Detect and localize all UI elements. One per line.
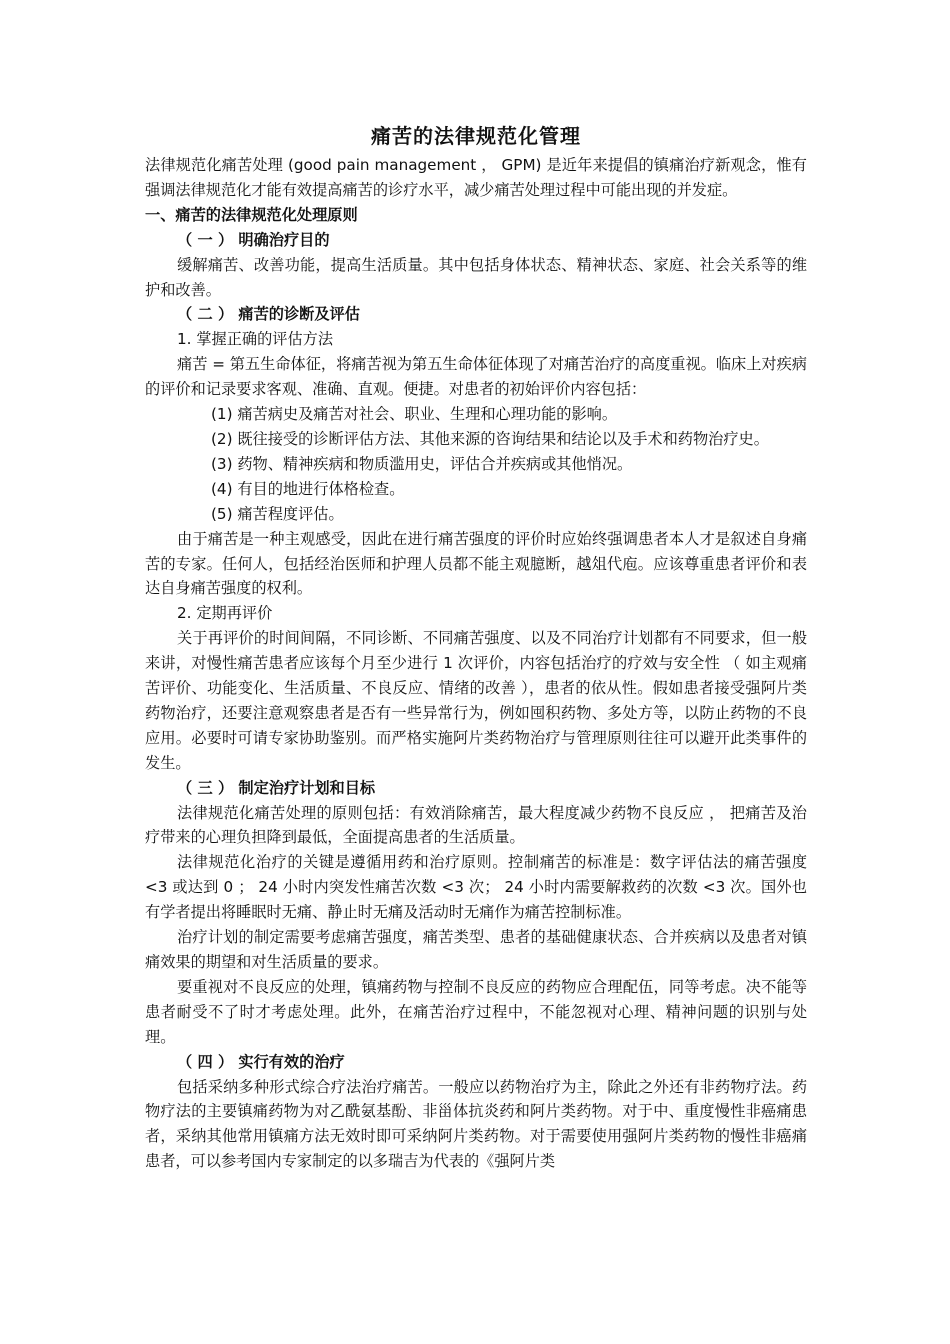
paragraph: 关于再评价的时间间隔，不同诊断、不同痛苦强度、以及不同治疗计划都有不同要求，但一般来讲，对慢性痛苦患者应该每个月至少进行 1 次评价，内容包括治疗的疗效与安全性 （ 如主观痛苦评价、功能变化、生活质量、不良反应、情绪的改善 ），患者的依从性。假如患者接受强阿片类药物治疗，还要注意观察患者是否有一些异常行为，例如囤积药物、多处方等，以防止药物的不良应用。必要时可请专家协助鉴别。而严格实施阿片类药物治疗与管理原则往往可以避开此类事件的发生。 — [145, 629, 807, 772]
subheading: 1. 掌握正确的评估方法 — [177, 330, 334, 349]
paragraph: 要重视对不良反应的处理，镇痛药物与控制不良反应的药物应合理配伍，同等考虑。决不能等患者耐受不了时才考虑处理。此外，在痛苦治疗过程中，不能忽视对心理、精神问题的识别与处理。 — [145, 977, 807, 1046]
document-title: 痛苦的法律规范化管理 — [371, 124, 581, 148]
part4-heading: （ 四 ） 实行有效的治疗 — [177, 1052, 345, 1071]
list-item: (5) 痛苦程度评估。 — [211, 504, 344, 523]
list-item: (3) 药物、精神疾病和物质滥用史，评估合并疾病或其他悄况。 — [211, 454, 633, 473]
part1-heading: （ 一 ） 明确治疗目的 — [177, 230, 330, 249]
paragraph: 法律规范化治疗的关键是遵循用药和治疗原则。控制痛苦的标准是：数字评估法的痛苦强度 <3 或达到 0 ； 24 小时内突发性痛苦次数 <3 次； 24 小时内需要解救药的次数 <3 次。国外也有学者提出将睡眠时无痛、静止时无痛及活动时无痛作为痛苦控制标准。 — [145, 853, 807, 922]
intro-paragraph: 法律规范化痛苦处理 (good pain management ， GPM) 是近年来提倡的镇痛治疗新观念，惟有强调法律规范化才能有效提高痛苦的诊疗水平，减少痛苦处理过程中可能出现的并发症。 — [145, 156, 807, 199]
paragraph: 缓解痛苦、改善功能，提高生活质量。其中包括身体状态、精神状态、家庭、社会关系等的维护和改善。 — [145, 255, 807, 299]
paragraph: 由于痛苦是一种主观感受，因此在进行痛苦强度的评价时应始终强调患者本人才是叙述自身痛苦的专家。任何人，包括经治医师和护理人员都不能主观臆断，越俎代庖。应该尊重患者评价和表达自身痛苦强度的权利。 — [145, 529, 807, 598]
paragraph: 包括采纳多种形式综合疗法治疗痛苦。一般应以药物治疗为主，除此之外还有非药物疗法。药物疗法的主要镇痛药物为对乙酰氨基酚、非甾体抗炎药和阿片类药物。对于中、重度慢性非癌痛患者，采纳其他常用镇痛方法无效时即可采纳阿片类药物。对于需要使用强阿片类药物的慢性非癌痛患者，可以参考国内专家制定的以多瑞吉为代表的《强阿片类 — [145, 1077, 807, 1171]
paragraph: 法律规范化痛苦处理的原则包括：有效消除痛苦，最大程度减少药物不良反应 ， 把痛苦及治疗带来的心理负担降到最低，全面提高患者的生活质量。 — [145, 803, 807, 847]
section-heading: 一、痛苦的法律规范化处理原则 — [145, 205, 358, 224]
list-item: (2) 既往接受的诊断评估方法、其他来源的咨询结果和结论以及手术和药物治疗史。 — [211, 429, 769, 448]
subheading: 2. 定期再评价 — [177, 604, 273, 623]
document-page — [145, 119, 807, 1174]
paragraph: 痛苦 = 第五生命体征，将痛苦视为第五生命体征体现了对痛苦治疗的高度重视。临床上对疾病的评价和记录要求客观、准确、直观。便捷。对患者的初始评价内容包括： — [145, 355, 807, 399]
paragraph: 治疗计划的制定需要考虑痛苦强度，痛苦类型、患者的基础健康状态、合并疾病以及患者对镇痛效果的期望和对生活质量的要求。 — [145, 928, 807, 971]
part2-heading: （ 二 ） 痛苦的诊断及评估 — [177, 305, 360, 324]
list-item: (1) 痛苦病史及痛苦对社会、职业、生理和心理功能的影响。 — [211, 405, 618, 424]
part3-heading: （ 三 ） 制定治疗计划和目标 — [177, 778, 376, 797]
list-item: (4) 有目的地进行体格检查。 — [211, 479, 405, 498]
